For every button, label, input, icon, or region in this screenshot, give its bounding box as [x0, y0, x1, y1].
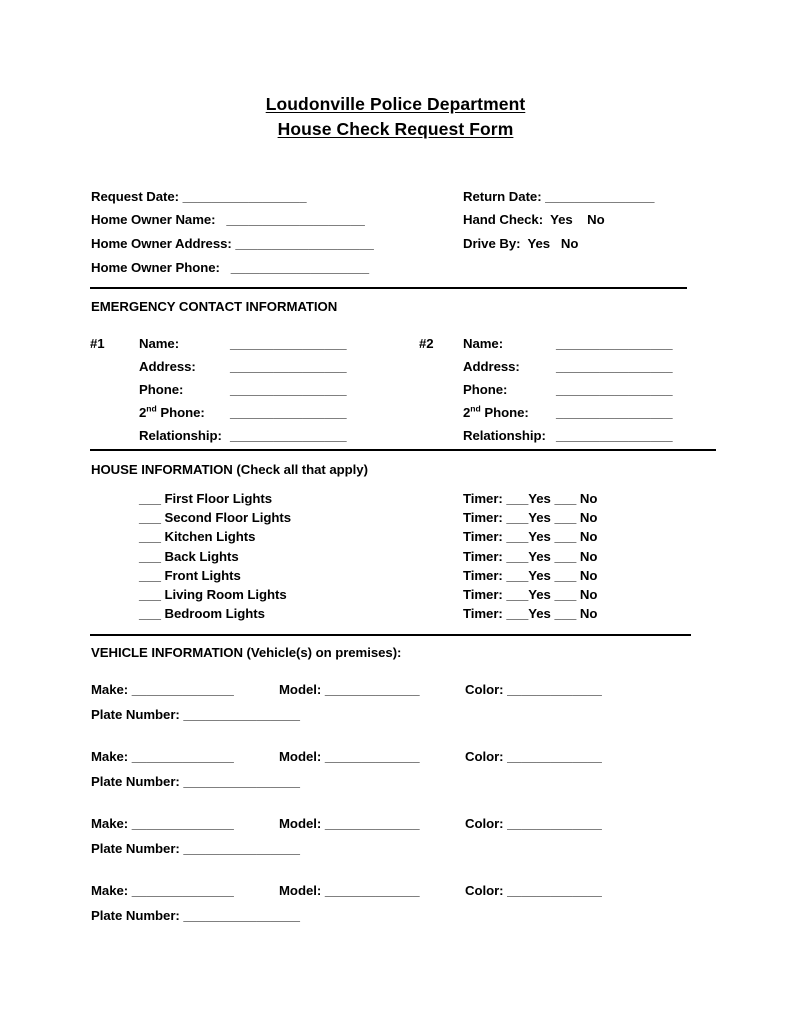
light-check-blank[interactable]: ___	[139, 587, 161, 602]
vehicle-color-label: Color:	[465, 682, 508, 697]
light-label: Kitchen Lights	[160, 529, 256, 545]
light-check-row[interactable]	[139, 587, 287, 603]
vehicle-plate-row	[91, 841, 300, 857]
light-check-row[interactable]	[139, 510, 291, 526]
light-label: Second Floor Lights	[160, 510, 292, 526]
hand-check-no-option[interactable]: No	[587, 212, 605, 227]
vehicle-information-heading: VEHICLE INFORMATION (Vehicle(s) on premises):	[91, 645, 402, 660]
vehicle-color-row	[465, 749, 602, 765]
timer-row[interactable]	[463, 606, 597, 622]
vehicle-make-label: Make:	[91, 682, 132, 697]
timer-yes-option[interactable]: ___Yes	[506, 529, 551, 545]
contact-1-number: #1	[90, 336, 105, 351]
light-check-blank[interactable]: ___	[139, 491, 161, 506]
vehicle-plate-row	[91, 707, 300, 723]
light-check-blank[interactable]: ___	[139, 606, 161, 622]
timer-no-option[interactable]: ___ No	[554, 606, 598, 622]
timer-yes-option[interactable]: ___Yes	[506, 491, 551, 506]
timer-no-option[interactable]: ___ No	[554, 567, 598, 583]
vehicle-model-row	[279, 749, 420, 765]
vehicle-plate-field[interactable]: ________________	[183, 774, 300, 789]
vehicle-make-field[interactable]: ______________	[131, 749, 234, 764]
vehicle-model-field[interactable]: _____________	[324, 883, 420, 898]
light-check-row[interactable]	[139, 549, 239, 565]
vehicle-model-label: Model:	[279, 682, 325, 697]
contact-2-second-phone-label: 2nd Phone:	[463, 403, 529, 420]
vehicle-plate-label: Plate Number:	[91, 774, 184, 789]
vehicle-color-row	[465, 816, 602, 832]
timer-no-option[interactable]: ___ No	[554, 548, 598, 564]
vehicle-color-field[interactable]: _____________	[507, 816, 602, 831]
contact-1-relationship-field[interactable]: ________________	[230, 428, 347, 443]
vehicle-make-field[interactable]: ______________	[131, 883, 234, 898]
timer-no-option[interactable]: ___ No	[554, 529, 598, 545]
vehicle-plate-row	[91, 908, 300, 924]
light-label: Bedroom Lights	[160, 606, 265, 622]
title-line-form: House Check Request Form	[277, 119, 514, 139]
vehicle-model-row	[279, 883, 420, 899]
home-owner-name-field[interactable]: ___________________	[226, 212, 365, 227]
contact-1-name-field[interactable]: ________________	[230, 336, 347, 351]
home-owner-name-label: Home Owner Name: ___________________	[91, 212, 365, 227]
emergency-contact-heading: EMERGENCY CONTACT INFORMATION	[91, 299, 338, 314]
home-owner-phone-field[interactable]: ___________________	[230, 260, 370, 275]
vehicle-make-row	[91, 749, 234, 765]
house-information-heading: HOUSE INFORMATION (Check all that apply)	[91, 462, 368, 477]
ordinal-suffix: nd	[146, 403, 157, 414]
contact-2-address-field[interactable]: ________________	[556, 359, 673, 374]
vehicle-color-label: Color:	[465, 749, 508, 764]
vehicle-color-label: Color:	[465, 816, 508, 831]
vehicle-model-label: Model:	[279, 749, 325, 764]
contact-2-number: #2	[419, 336, 434, 351]
timer-row[interactable]	[463, 587, 597, 603]
vehicle-color-row	[465, 883, 602, 899]
vehicle-plate-field[interactable]: ________________	[183, 707, 300, 722]
light-label: Back Lights	[160, 548, 239, 564]
light-check-row[interactable]	[139, 606, 265, 622]
light-check-blank[interactable]: ___	[139, 510, 161, 526]
section-divider-3	[90, 634, 691, 636]
return-date-label: Return Date: _______________	[463, 189, 655, 204]
timer-row[interactable]	[463, 549, 597, 565]
timer-label: Timer:	[463, 548, 507, 564]
light-label: Front Lights	[160, 567, 241, 583]
vehicle-make-row	[91, 816, 234, 832]
light-check-blank[interactable]: ___	[139, 567, 161, 583]
home-owner-address-field[interactable]: ___________________	[235, 236, 374, 251]
vehicle-model-field[interactable]: _____________	[324, 749, 420, 764]
vehicle-plate-row	[91, 774, 300, 790]
home-owner-address-label: Home Owner Address: ___________________	[91, 236, 374, 251]
timer-label: Timer:	[463, 491, 507, 506]
contact-2-phone-label: Phone:	[463, 382, 508, 397]
light-label: First Floor Lights	[160, 491, 272, 506]
vehicle-color-field[interactable]: _____________	[507, 682, 602, 697]
vehicle-model-label: Model:	[279, 883, 325, 898]
vehicle-make-label: Make:	[91, 816, 132, 831]
contact-2-address-label: Address:	[463, 359, 520, 374]
timer-label: Timer:	[463, 606, 507, 622]
timer-label: Timer:	[463, 529, 507, 545]
timer-no-option[interactable]: ___ No	[554, 491, 598, 506]
contact-1-name-label: Name:	[139, 336, 180, 351]
contact-2-name-label: Name:	[463, 336, 504, 351]
request-date-label: Request Date: _________________	[91, 189, 307, 204]
hand-check-row: Hand Check: Yes No	[463, 212, 605, 227]
drive-by-yes-option[interactable]: Yes	[527, 236, 551, 251]
timer-yes-option[interactable]: ___Yes	[506, 606, 551, 622]
timer-no-option[interactable]: ___ No	[554, 587, 598, 602]
drive-by-row: Drive By: Yes No	[463, 236, 579, 251]
contact-1-address-label: Address:	[139, 359, 196, 374]
contact-1-second-phone-field[interactable]: ________________	[230, 405, 347, 420]
contact-2-phone-field[interactable]: ________________	[556, 382, 673, 397]
vehicle-color-field[interactable]: _____________	[507, 749, 602, 764]
vehicle-color-label: Color:	[465, 883, 508, 898]
page-title	[0, 92, 791, 142]
vehicle-plate-field[interactable]: ________________	[183, 841, 300, 856]
vehicle-model-field[interactable]: _____________	[324, 816, 420, 831]
vehicle-make-label: Make:	[91, 883, 132, 898]
vehicle-color-field[interactable]: _____________	[507, 883, 602, 898]
contact-1-phone-label: Phone:	[139, 382, 184, 397]
contact-1-phone-field[interactable]: ________________	[230, 382, 347, 397]
vehicle-make-field[interactable]: ______________	[131, 682, 234, 697]
timer-yes-option[interactable]: ___Yes	[506, 567, 551, 583]
light-check-row[interactable]	[139, 529, 255, 545]
vehicle-model-field[interactable]: _____________	[324, 682, 420, 697]
vehicle-model-row	[279, 816, 420, 832]
contact-2-relationship-field[interactable]: ________________	[556, 428, 673, 443]
contact-1-second-phone-label: 2nd Phone:	[139, 403, 205, 420]
timer-row[interactable]	[463, 510, 597, 526]
contact-2-name-field[interactable]: ________________	[556, 336, 673, 351]
timer-label: Timer:	[463, 587, 507, 602]
request-date-field[interactable]: _________________	[182, 189, 307, 204]
timer-row[interactable]	[463, 568, 597, 584]
vehicle-plate-field[interactable]: ________________	[183, 908, 300, 923]
timer-row[interactable]	[463, 529, 597, 545]
home-owner-phone-label: Home Owner Phone: ___________________	[91, 260, 370, 275]
vehicle-color-row	[465, 682, 602, 698]
vehicle-plate-label: Plate Number:	[91, 908, 184, 923]
ordinal-suffix: nd	[470, 403, 481, 414]
light-label: Living Room Lights	[160, 587, 287, 602]
timer-row[interactable]	[463, 491, 597, 507]
section-divider-2	[90, 449, 716, 451]
vehicle-model-label: Model:	[279, 816, 325, 831]
timer-yes-option[interactable]: ___Yes	[506, 510, 551, 526]
section-divider-1	[90, 287, 687, 289]
light-check-row[interactable]	[139, 568, 241, 584]
contact-2-second-phone-field[interactable]: ________________	[556, 405, 673, 420]
return-date-field[interactable]: _______________	[545, 189, 655, 204]
drive-by-no-option[interactable]: No	[560, 236, 579, 251]
light-check-row[interactable]	[139, 491, 272, 507]
timer-label: Timer:	[463, 567, 507, 583]
vehicle-make-field[interactable]: ______________	[131, 816, 234, 831]
light-check-blank[interactable]: ___	[139, 529, 161, 545]
timer-label: Timer:	[463, 510, 507, 526]
timer-yes-option[interactable]: ___Yes	[506, 587, 551, 602]
light-check-blank[interactable]: ___	[139, 548, 161, 564]
timer-yes-option[interactable]: ___Yes	[506, 548, 551, 564]
vehicle-make-row	[91, 883, 234, 899]
contact-1-address-field[interactable]: ________________	[230, 359, 347, 374]
vehicle-plate-label: Plate Number:	[91, 841, 184, 856]
vehicle-make-row	[91, 682, 234, 698]
title-line-department: Loudonville Police Department	[265, 94, 526, 114]
vehicle-model-row	[279, 682, 420, 698]
hand-check-yes-option[interactable]: Yes	[550, 212, 573, 227]
contact-1-relationship-label: Relationship:	[139, 428, 222, 443]
timer-no-option[interactable]: ___ No	[554, 510, 598, 526]
vehicle-plate-label: Plate Number:	[91, 707, 184, 722]
vehicle-make-label: Make:	[91, 749, 132, 764]
contact-2-relationship-label: Relationship:	[463, 428, 546, 443]
